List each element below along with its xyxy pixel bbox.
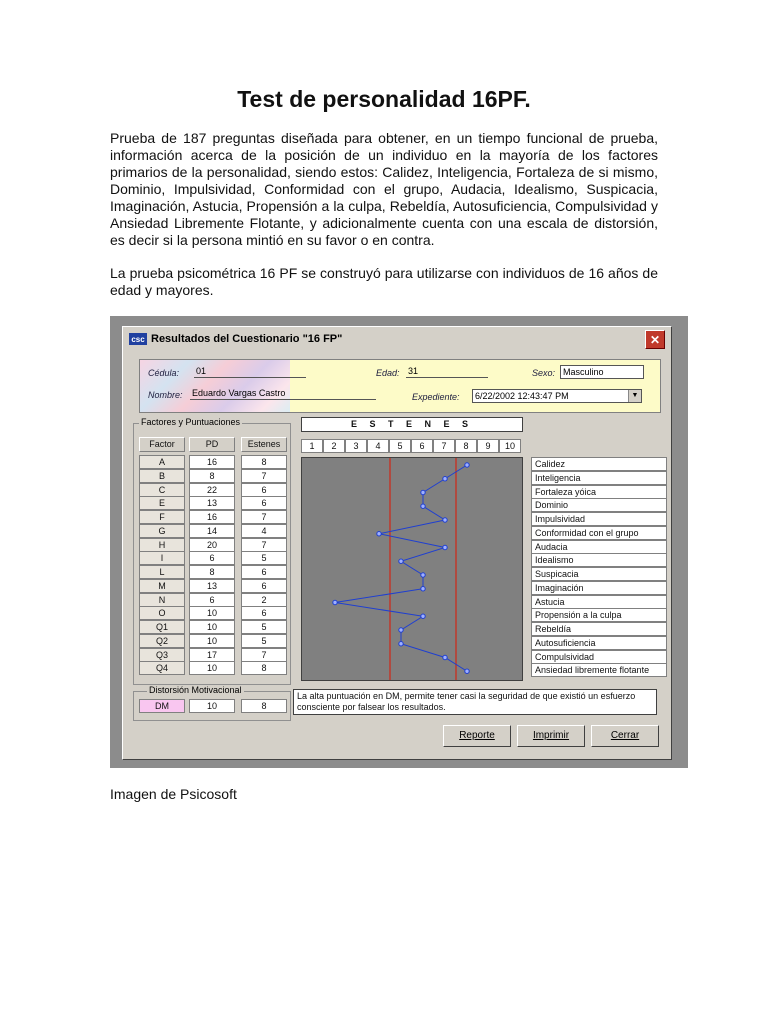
estenes-chart: [301, 457, 523, 681]
trait-label: Audacia: [531, 540, 667, 554]
profile-point: [421, 490, 425, 494]
table-cell-factor: Q2: [139, 634, 185, 648]
cerrar-button[interactable]: [591, 725, 659, 747]
table-cell-pd: 22: [189, 483, 235, 497]
table-cell-pd: 10: [189, 620, 235, 634]
profile-point: [443, 655, 447, 659]
estenes-chart-svg: [302, 458, 522, 680]
expediente-dropdown[interactable]: [472, 389, 642, 403]
sexo-label: Sexo:: [532, 368, 556, 378]
table-cell-pd: 20: [189, 538, 235, 552]
distortion-note: La alta puntuación en DM, permite tener casi la seguridad de que existió un esfuerzo consciente por falsear los resultados.: [293, 689, 657, 715]
profile-point: [399, 559, 403, 563]
table-cell-factor: G: [139, 524, 185, 538]
table-cell-estenes: 6: [241, 483, 287, 497]
profile-point: [421, 614, 425, 618]
scale-tick: 6: [411, 439, 433, 453]
table-cell-pd: 14: [189, 524, 235, 538]
table-cell-estenes: 7: [241, 538, 287, 552]
trait-label: Imaginación: [531, 581, 667, 595]
cedula-field[interactable]: 01: [194, 365, 306, 378]
profile-point: [421, 587, 425, 591]
close-icon[interactable]: ✕: [645, 330, 665, 349]
profile-point: [333, 600, 337, 604]
trait-label: Dominio: [531, 498, 667, 512]
trait-label: Impulsividad: [531, 512, 667, 526]
trait-label: Astucia: [531, 595, 667, 609]
table-cell-factor: O: [139, 606, 185, 620]
profile-point: [377, 532, 381, 536]
table-cell-estenes: 7: [241, 510, 287, 524]
sexo-field[interactable]: Masculino: [560, 365, 644, 379]
table-cell-pd: 16: [189, 455, 235, 469]
table-cell-factor: E: [139, 496, 185, 510]
profile-point: [399, 642, 403, 646]
profile-point: [465, 669, 469, 673]
table-cell-factor: Q1: [139, 620, 185, 634]
table-cell-pd: 10: [189, 634, 235, 648]
table-cell-factor: N: [139, 593, 185, 607]
trait-label: Ansiedad libremente flotante: [531, 663, 667, 677]
expediente-label: Expediente:: [412, 392, 460, 402]
trait-label: Propensión a la culpa: [531, 608, 667, 622]
trait-label: Compulsividad: [531, 650, 667, 664]
trait-label: Idealismo: [531, 553, 667, 567]
nombre-field[interactable]: Eduardo Vargas Castro: [190, 387, 376, 400]
table-cell-pd: 10: [189, 606, 235, 620]
profile-point: [443, 518, 447, 522]
pd-column-header: PD: [189, 437, 235, 452]
results-window: [122, 326, 672, 760]
trait-label: Rebeldía: [531, 622, 667, 636]
trait-label: Calidez: [531, 457, 667, 471]
scale-tick: 2: [323, 439, 345, 453]
table-cell-factor: H: [139, 538, 185, 552]
profile-point: [421, 504, 425, 508]
dm-estenes-cell: 8: [241, 699, 287, 713]
trait-label: Conformidad con el grupo: [531, 526, 667, 540]
table-cell-estenes: 2: [241, 593, 287, 607]
table-cell-pd: 8: [189, 469, 235, 483]
table-cell-factor: L: [139, 565, 185, 579]
table-cell-pd: 13: [189, 579, 235, 593]
factors-group-title: Factores y Puntuaciones: [141, 417, 241, 427]
trait-label: Fortaleza yóica: [531, 485, 667, 499]
window-title: Resultados del Cuestionario "16 FP": [151, 333, 343, 345]
scale-tick: 9: [477, 439, 499, 453]
table-cell-factor: M: [139, 579, 185, 593]
table-cell-pd: 8: [189, 565, 235, 579]
title-bar: [125, 329, 669, 349]
table-cell-estenes: 5: [241, 634, 287, 648]
estenes-column-header: Estenes: [241, 437, 287, 452]
patient-header: [139, 359, 661, 413]
document-title: Test de personalidad 16PF.: [237, 86, 531, 112]
distortion-group-title: Distorsión Motivacional: [149, 685, 242, 695]
age-paragraph: La prueba psicométrica 16 PF se construyó para utilizarse con individuos de 16 años de edad y mayores.: [110, 265, 658, 298]
table-cell-pd: 17: [189, 648, 235, 662]
table-cell-estenes: 6: [241, 565, 287, 579]
nombre-label: Nombre:: [148, 390, 183, 400]
profile-line: [335, 465, 467, 671]
table-cell-pd: 6: [189, 593, 235, 607]
scale-tick: 7: [433, 439, 455, 453]
table-cell-factor: I: [139, 551, 185, 565]
edad-field[interactable]: 31: [406, 365, 488, 378]
table-cell-estenes: 6: [241, 606, 287, 620]
table-cell-estenes: 7: [241, 469, 287, 483]
table-cell-estenes: 6: [241, 579, 287, 593]
table-cell-estenes: 8: [241, 455, 287, 469]
app-logo-icon: csc: [129, 333, 147, 345]
imprimir-button[interactable]: [517, 725, 585, 747]
edad-label: Edad:: [376, 368, 400, 378]
table-cell-factor: F: [139, 510, 185, 524]
reporte-label: Reporte: [459, 730, 495, 741]
profile-point: [421, 573, 425, 577]
factor-column-header: Factor: [139, 437, 185, 452]
scale-tick: 5: [389, 439, 411, 453]
table-cell-estenes: 5: [241, 620, 287, 634]
table-cell-factor: Q3: [139, 648, 185, 662]
table-cell-pd: 16: [189, 510, 235, 524]
scale-tick: 10: [499, 439, 521, 453]
table-cell-factor: B: [139, 469, 185, 483]
trait-label: Autosuficiencia: [531, 636, 667, 650]
table-cell-estenes: 7: [241, 648, 287, 662]
table-cell-estenes: 4: [241, 524, 287, 538]
scale-tick: 1: [301, 439, 323, 453]
profile-point: [443, 545, 447, 549]
table-cell-pd: 10: [189, 661, 235, 675]
table-cell-factor: C: [139, 483, 185, 497]
imprimir-label: Imprimir: [532, 730, 570, 741]
trait-label: Suspicacia: [531, 567, 667, 581]
cedula-label: Cédula:: [148, 368, 180, 378]
chevron-down-icon[interactable]: ▼: [628, 390, 641, 402]
dm-factor-cell: DM: [139, 699, 185, 713]
table-cell-estenes: 5: [241, 551, 287, 565]
profile-point: [399, 628, 403, 632]
screenshot-figure: [110, 316, 688, 768]
reporte-button[interactable]: [443, 725, 511, 747]
table-cell-pd: 13: [189, 496, 235, 510]
scale-tick: 8: [455, 439, 477, 453]
scale-tick: 4: [367, 439, 389, 453]
trait-label: Inteligencia: [531, 471, 667, 485]
expediente-value: 6/22/2002 12:43:47 PM: [475, 391, 569, 401]
table-cell-estenes: 8: [241, 661, 287, 675]
intro-paragraph: Prueba de 187 preguntas diseñada para obtener, en un tiempo funcional de prueba, información acerca de la posición de un individuo en la mayoría de los factores primarios de la personalidad, siendo estos: Calidez, Inteligencia, Fortaleza de si mismo, Dominio, Impulsividad, Conformidad con el grupo, Audacia, Idealismo, Suspicacia, Imaginación, Astucia, Propensión a la culpa, Rebeldía, Autosuficiencia, Compulsividad y Ansiedad Libremente Flotante, y adicionalmente cuenta con una escala de distorsión, es decir si la persona mintió en su favor o en contra.: [110, 130, 658, 248]
image-caption: Imagen de Psicosoft: [110, 786, 237, 802]
profile-point: [443, 477, 447, 481]
profile-point: [465, 463, 469, 467]
table-cell-pd: 6: [189, 551, 235, 565]
table-cell-estenes: 6: [241, 496, 287, 510]
scale-tick: 3: [345, 439, 367, 453]
dm-pd-cell: 10: [189, 699, 235, 713]
cerrar-label: Cerrar: [610, 730, 640, 741]
estenes-title: E S T E N E S: [301, 417, 523, 432]
table-cell-factor: Q4: [139, 661, 185, 675]
table-cell-factor: A: [139, 455, 185, 469]
